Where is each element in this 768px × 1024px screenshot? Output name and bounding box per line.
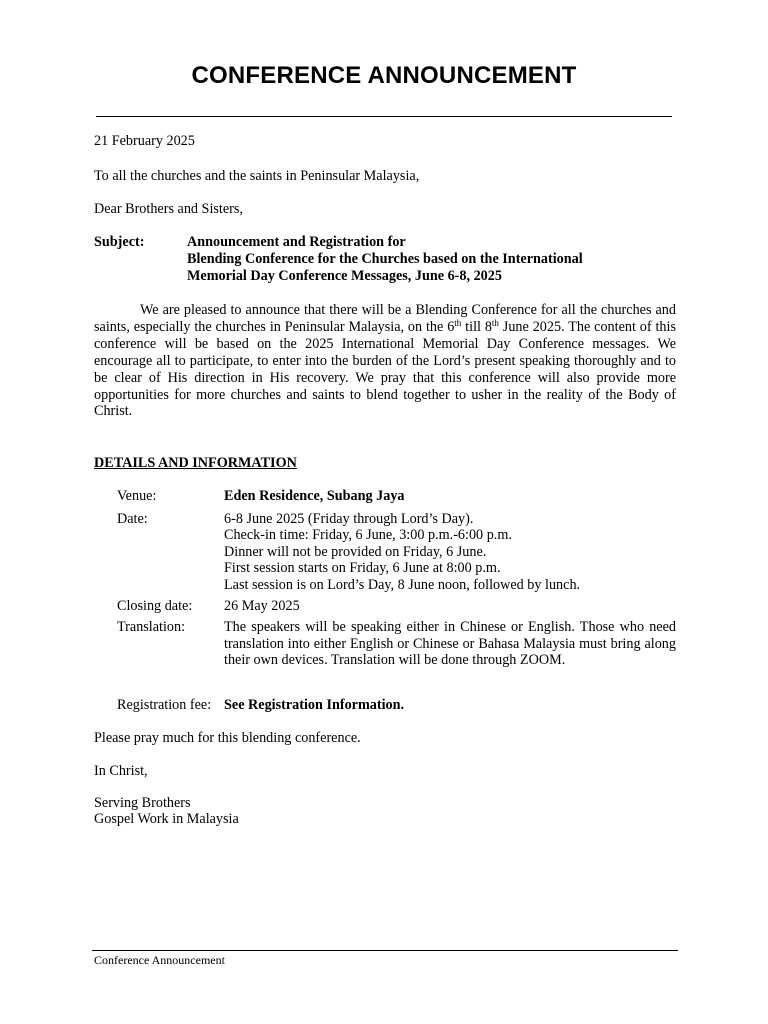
ordinal-suffix: th	[491, 317, 499, 328]
date-line: First session starts on Friday, 6 June at 8:00 p.m.	[224, 560, 501, 577]
closing-date-label: Closing date:	[117, 598, 193, 614]
signature-line: Gospel Work in Malaysia	[94, 811, 239, 827]
subject-label: Subject:	[94, 234, 145, 250]
date-line: 6-8 June 2025 (Friday through Lord’s Day).	[224, 511, 474, 527]
body-text: June 2025. The content of this conference will be based on the 2025 International Memorial Day Conference messages. We encourage all to participate, to enter into the burden of the Lord’s present speaking thoroughly and to be clear of His direction in His recovery. We pray that this conference will also provide more opportunities for more churches and saints to blend together to usher in the reality of the Body of Christ.	[94, 318, 676, 420]
subject-line: Memorial Day Conference Messages, June 6-8, 2025	[187, 268, 502, 284]
ordinal-suffix: th	[454, 317, 462, 328]
announcement-paragraph	[94, 302, 676, 420]
letter-addressee: To all the churches and the saints in Peninsular Malaysia,	[94, 168, 420, 184]
registration-fee-value: See Registration Information.	[224, 697, 405, 713]
registration-fee-label: Registration fee:	[117, 697, 212, 713]
footer-text: Conference Announcement	[94, 953, 225, 967]
translation-value: The speakers will be speaking either in Chinese or English. Those who need translation into either English or Chinese or Bahasa Malaysia must bring along their own devices. Translation will be done through ZOOM.	[224, 619, 676, 669]
subject-line: Announcement and Registration for	[187, 234, 406, 250]
body-text: We are pleased to announce that there will be a Blending Conference for all the churches and saints, especially the churches in Peninsular Malaysia, on the 6	[94, 302, 676, 335]
date-line: Last session is on Lord’s Day, 8 June noon, followed by lunch.	[224, 576, 581, 593]
title-underline	[96, 116, 672, 117]
translation-label: Translation:	[117, 619, 186, 635]
date-details	[224, 511, 580, 593]
details-heading: DETAILS AND INFORMATION	[94, 455, 297, 471]
date-line: Check-in time: Friday, 6 June, 3:00 p.m.-6:00 p.m.	[224, 527, 512, 544]
document-title: CONFERENCE ANNOUNCEMENT	[191, 62, 577, 89]
date-label: Date:	[117, 511, 148, 527]
subject-text	[187, 234, 583, 285]
venue-value: Eden Residence, Subang Jaya	[224, 488, 405, 504]
prayer-request: Please pray much for this blending conference.	[94, 730, 361, 746]
body-text: till 8	[461, 318, 492, 335]
signature-line: Serving Brothers	[94, 795, 191, 811]
closing-date-value: 26 May 2025	[224, 598, 300, 614]
venue-label: Venue:	[117, 488, 157, 504]
date-line: Dinner will not be provided on Friday, 6 June.	[224, 543, 487, 560]
footer-divider	[92, 950, 678, 951]
letter-salutation: Dear Brothers and Sisters,	[94, 201, 243, 217]
letter-date: 21 February 2025	[94, 133, 195, 149]
subject-line: Blending Conference for the Churches based on the International	[187, 251, 583, 267]
valediction: In Christ,	[94, 763, 148, 779]
